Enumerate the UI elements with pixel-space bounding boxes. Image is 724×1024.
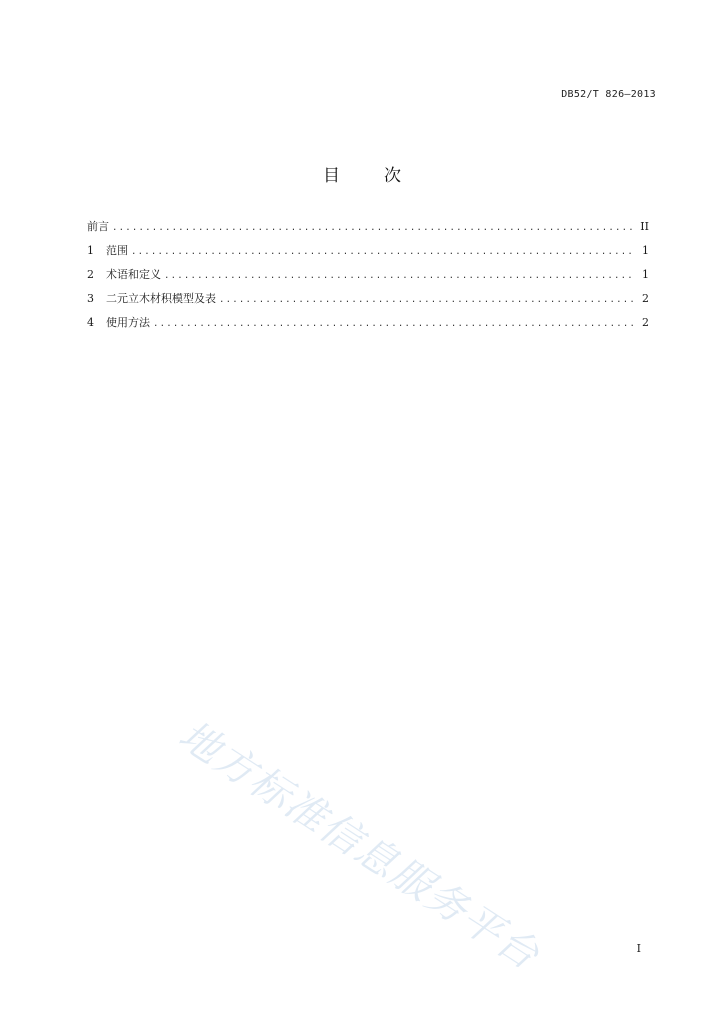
toc-entry-label: 二元立木材积模型及表 [106, 292, 216, 305]
table-of-contents [87, 218, 649, 338]
toc-entry-usage[interactable] [87, 314, 649, 338]
toc-entry-page: 2 [642, 292, 649, 305]
toc-entry-number: 4 [87, 316, 94, 329]
toc-entry-foreword[interactable] [87, 218, 649, 242]
toc-entry-label: 使用方法 [106, 316, 150, 329]
toc-entry-terms[interactable] [87, 266, 649, 290]
toc-entry-page: 2 [642, 316, 649, 329]
toc-entry-page: 1 [642, 268, 649, 281]
toc-entry-label: 范围 [106, 244, 128, 257]
toc-title-char-1: 目 [323, 166, 340, 186]
toc-entry-label: 术语和定义 [106, 268, 161, 281]
toc-leader-dots [219, 295, 635, 305]
toc-leader-dots [112, 223, 635, 233]
toc-entry-label: 前言 [87, 220, 109, 233]
watermark: 地方标准信息服务平台 [170, 712, 548, 980]
toc-title-char-2: 次 [384, 166, 401, 186]
toc-leader-dots [164, 271, 635, 281]
standard-code: DB52/T 826—2013 [561, 89, 656, 100]
toc-title [0, 161, 724, 186]
toc-entry-number: 3 [87, 292, 94, 305]
toc-leader-dots [131, 247, 635, 257]
toc-entry-number: 2 [87, 268, 94, 281]
toc-entry-volume-model[interactable] [87, 290, 649, 314]
footer-page-number: I [636, 942, 641, 955]
toc-leader-dots [153, 319, 635, 329]
toc-entry-page: 1 [642, 244, 649, 257]
toc-entry-number: 1 [87, 244, 94, 257]
toc-entry-scope[interactable] [87, 242, 649, 266]
toc-entry-page: II [640, 220, 649, 233]
